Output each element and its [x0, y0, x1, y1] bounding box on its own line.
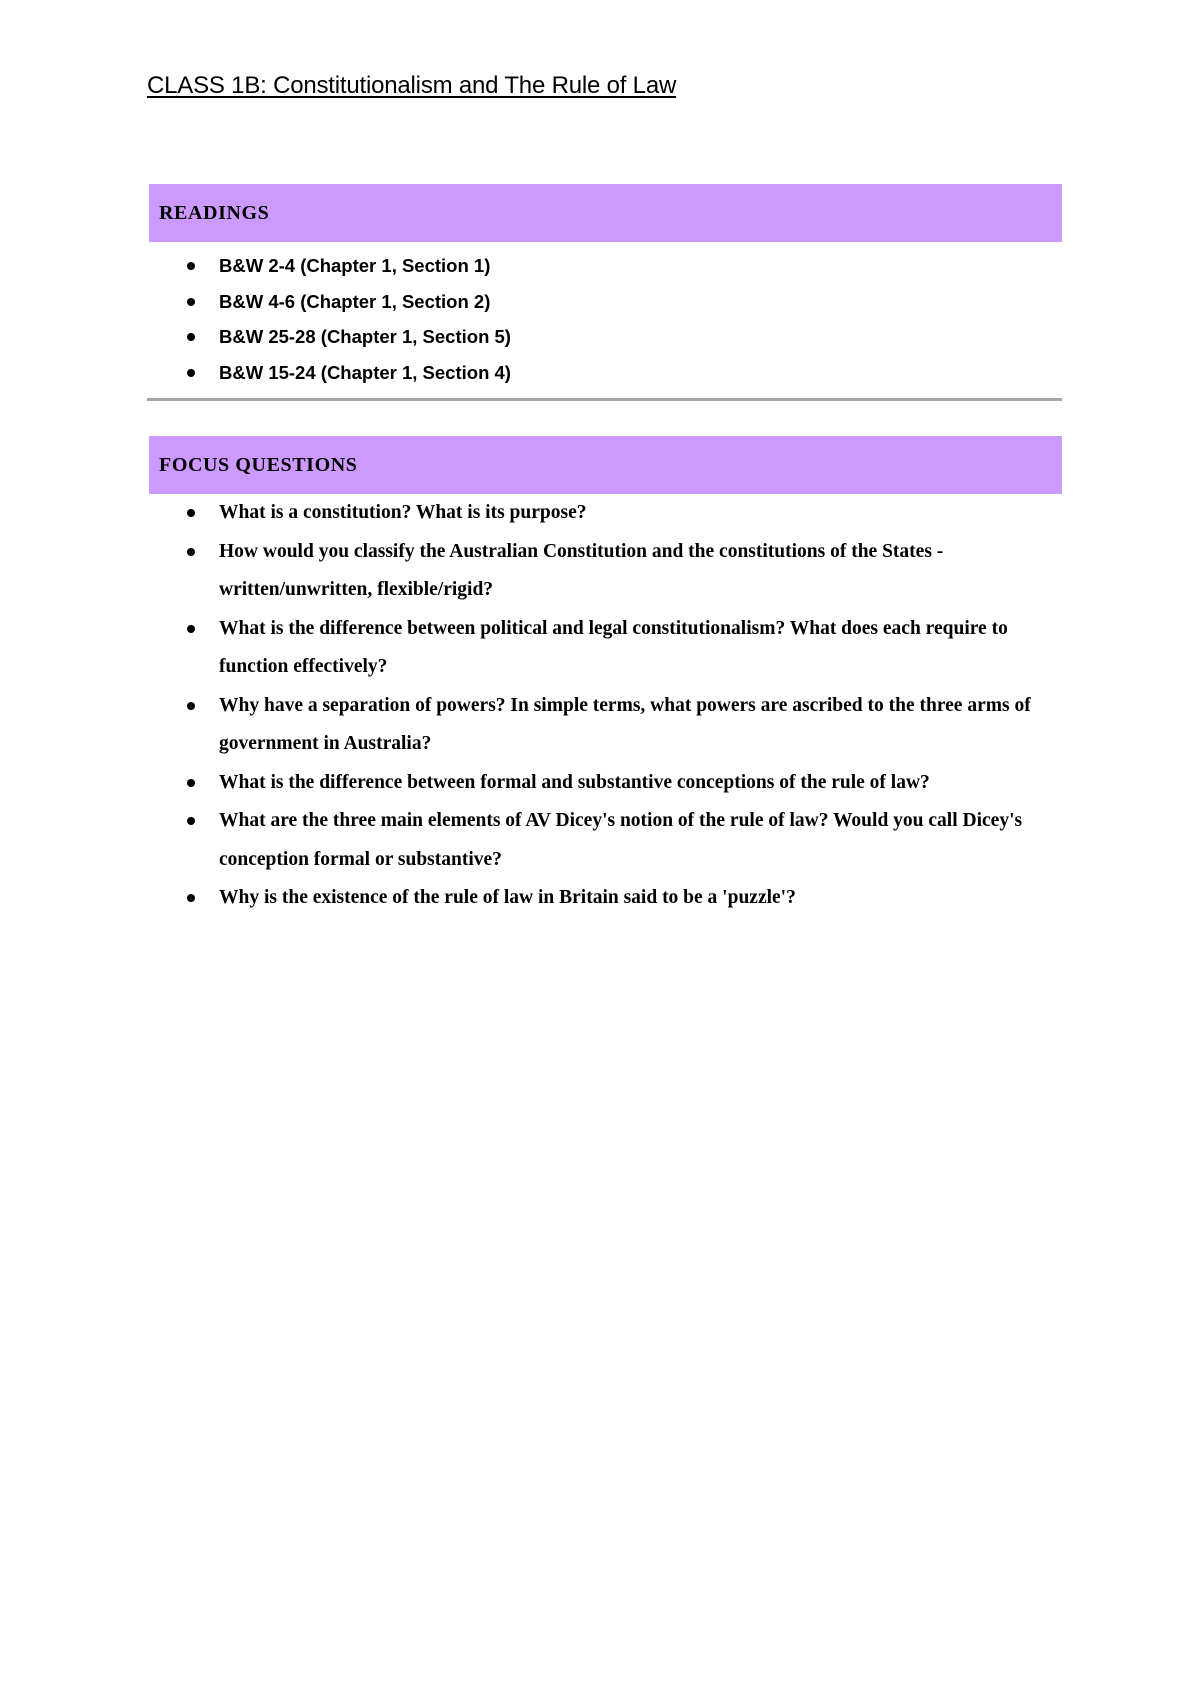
reading-item — [147, 248, 1062, 284]
reading-item — [147, 319, 1062, 355]
readings-section — [147, 184, 1062, 401]
readings-heading: READINGS — [149, 184, 1062, 242]
focus-question-text: Why is the existence of the rule of law in Britain said to be a 'puzzle'? — [219, 887, 796, 908]
focus-question-item — [147, 533, 1062, 610]
readings-list — [147, 242, 1062, 390]
section-divider — [147, 398, 1062, 401]
focus-question-item — [147, 494, 1062, 533]
focus-question-text: Why have a separation of powers? In simple terms, what powers are ascribed to the three arms of government in Australia? — [219, 694, 1031, 754]
focus-question-text: What are the three main elements of AV Dicey's notion of the rule of law? Would you call Dicey's conception formal or substantive? — [219, 810, 1023, 870]
focus-question-text: What is the difference between political and legal constitutionalism? What does each require to function effectively? — [219, 617, 1008, 677]
bullet-icon — [187, 333, 195, 341]
bullet-icon — [187, 548, 195, 556]
reading-item — [147, 355, 1062, 391]
bullet-icon — [187, 625, 195, 633]
focus-question-item — [147, 687, 1062, 764]
bullet-icon — [187, 262, 195, 270]
focus-question-text: How would you classify the Australian Constitution and the constitutions of the States - written/unwritten, flexible/rigid? — [219, 540, 944, 600]
focus-question-item — [147, 802, 1062, 879]
reading-item — [147, 284, 1062, 320]
reading-item-text: B&W 2-4 (Chapter 1, Section 1) — [219, 255, 491, 276]
focus-question-item — [147, 764, 1062, 803]
reading-item-text: B&W 25-28 (Chapter 1, Section 5) — [219, 326, 511, 347]
focus-question-item — [147, 610, 1062, 687]
reading-item-text: B&W 15-24 (Chapter 1, Section 4) — [219, 361, 511, 383]
reading-item-text: B&W 4-6 (Chapter 1, Section 2) — [219, 290, 491, 312]
bullet-icon — [187, 779, 195, 787]
bullet-icon — [187, 817, 195, 825]
focus-questions-list — [147, 494, 1062, 918]
bullet-icon — [187, 894, 195, 902]
page-title: CLASS 1B: Constitutionalism and The Rule of Law — [147, 72, 677, 99]
bullet-icon — [187, 369, 195, 377]
focus-questions-heading: FOCUS QUESTIONS — [149, 436, 1062, 494]
focus-question-item — [147, 879, 1062, 918]
focus-questions-section — [147, 436, 1062, 918]
focus-question-text: What is a constitution? What is its purpose? — [219, 502, 587, 523]
focus-question-text: What is the difference between formal and substantive conceptions of the rule of law? — [219, 771, 930, 793]
bullet-icon — [187, 702, 195, 710]
bullet-icon — [187, 298, 195, 306]
bullet-icon — [187, 509, 195, 517]
